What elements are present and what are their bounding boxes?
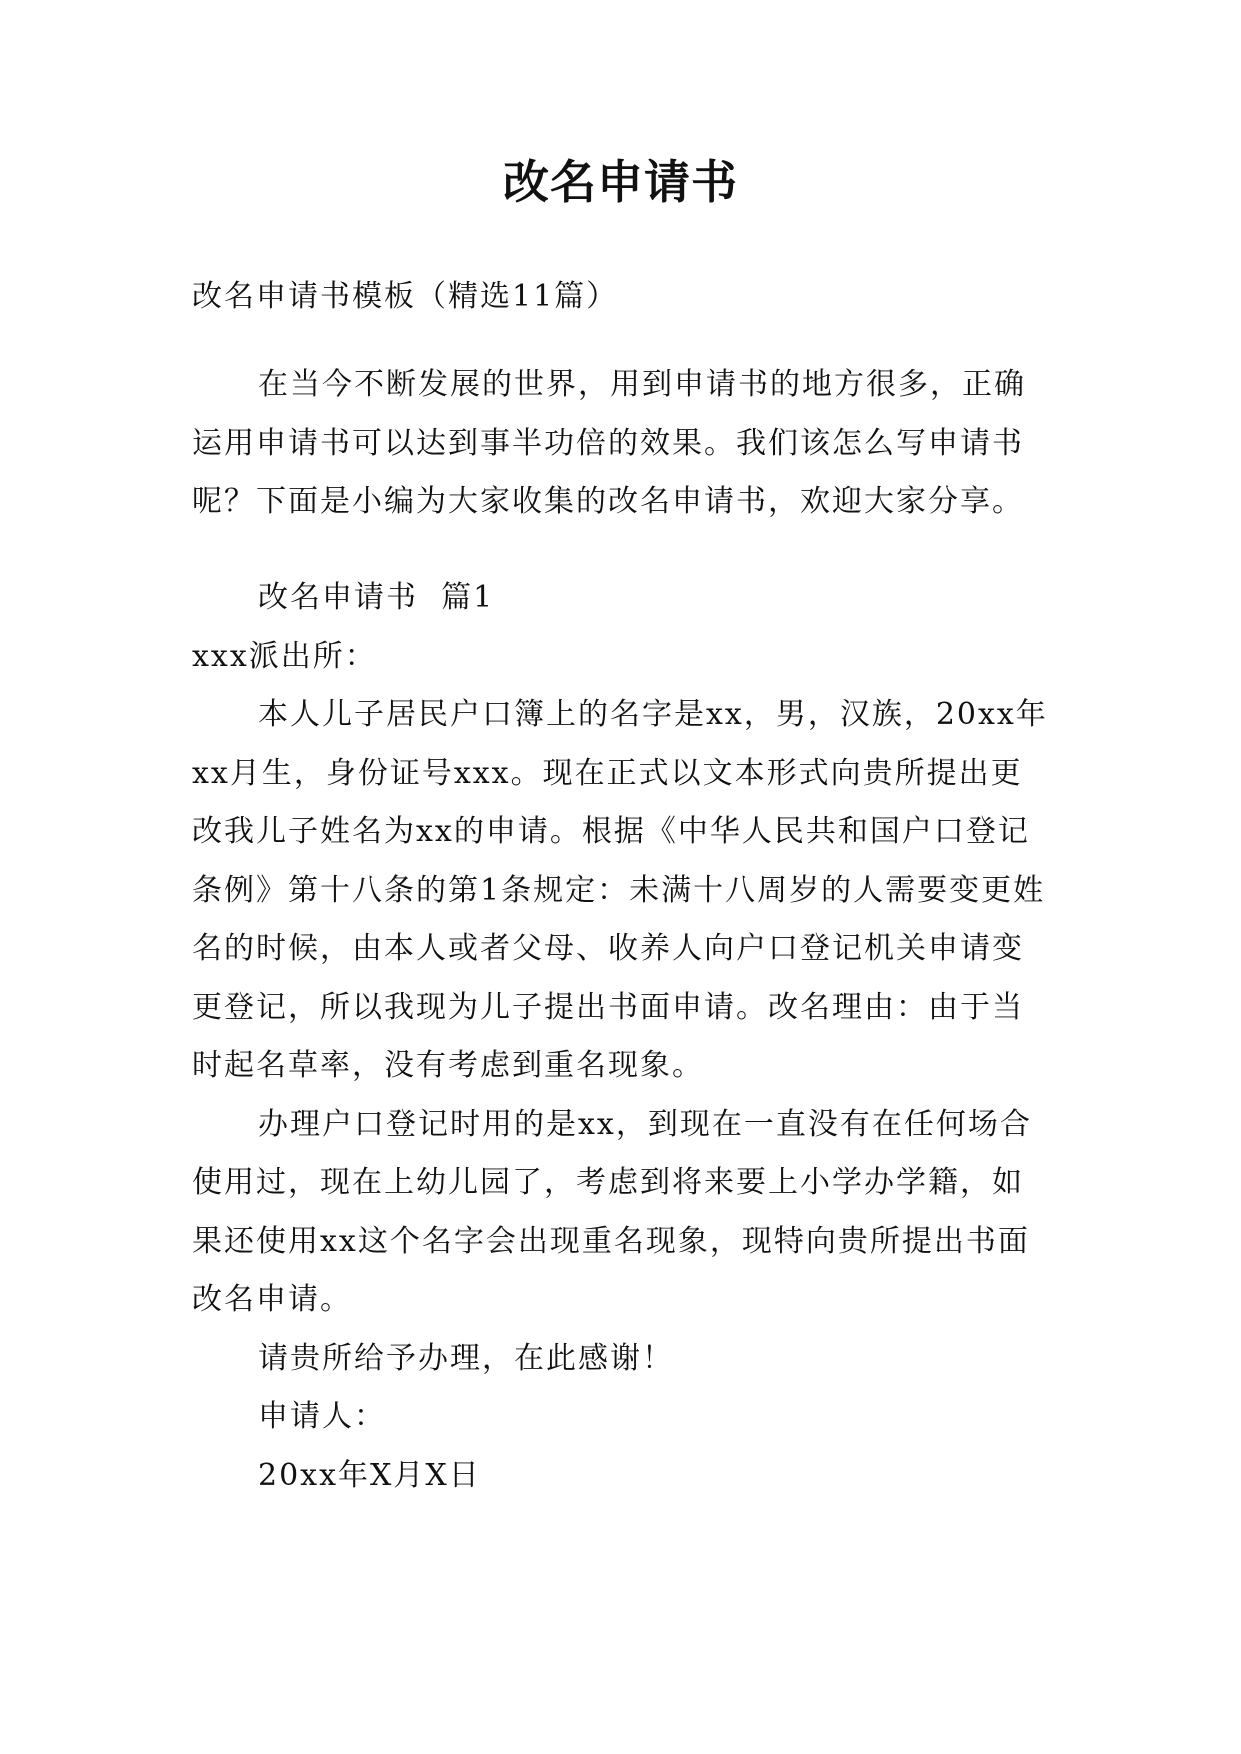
closing-line: 请贵所给予办理，在此感谢！	[258, 1340, 674, 1376]
document-subtitle	[192, 268, 1050, 327]
subtitle-text: 改名申请书模板（精选11篇）	[192, 279, 619, 314]
body-paragraph-2: 办理户口登记时用的是xx，到现在一直没有在任何场合使用过，现在上幼儿园了，考虑到将来要上小学办学籍，如果还使用xx这个名字会出现重名现象，现特向贵所提出书面改名申请。	[192, 1106, 1032, 1317]
document-title: 改名申请书	[503, 155, 738, 209]
intro-text: 在当今不断发展的世界，用到申请书的地方很多，正确运用申请书可以达到事半功倍的效果。我们该怎么写申请书呢？下面是小编为大家收集的改名申请书，欢迎大家分享。	[192, 367, 1026, 519]
intro-paragraph	[192, 356, 1050, 532]
body-paragraph-1: 本人儿子居民户口簿上的名字是xx，男，汉族，20xx年xx月生，身份证号xxx。现在正式以文本形式向贵所提出更改我儿子姓名为xx的申请。根据《中华人民共和国户口登记条例》第十八条的第1条规定：未满十八周岁的人需要变更姓名的时候，由本人或者父母、收养人向户口登记机关申请变更登记，所以我现为儿子提出书面申请。改名理由：由于当时起名草率，没有考虑到重名现象。	[192, 697, 1048, 1083]
salutation: xxx派出所：	[192, 638, 377, 674]
letter-section	[192, 569, 1050, 1505]
signature-label: 申请人：	[258, 1399, 386, 1434]
letter-date: 20xx年X月X日	[258, 1457, 481, 1493]
section-heading: 改名申请书 篇1	[258, 580, 495, 615]
